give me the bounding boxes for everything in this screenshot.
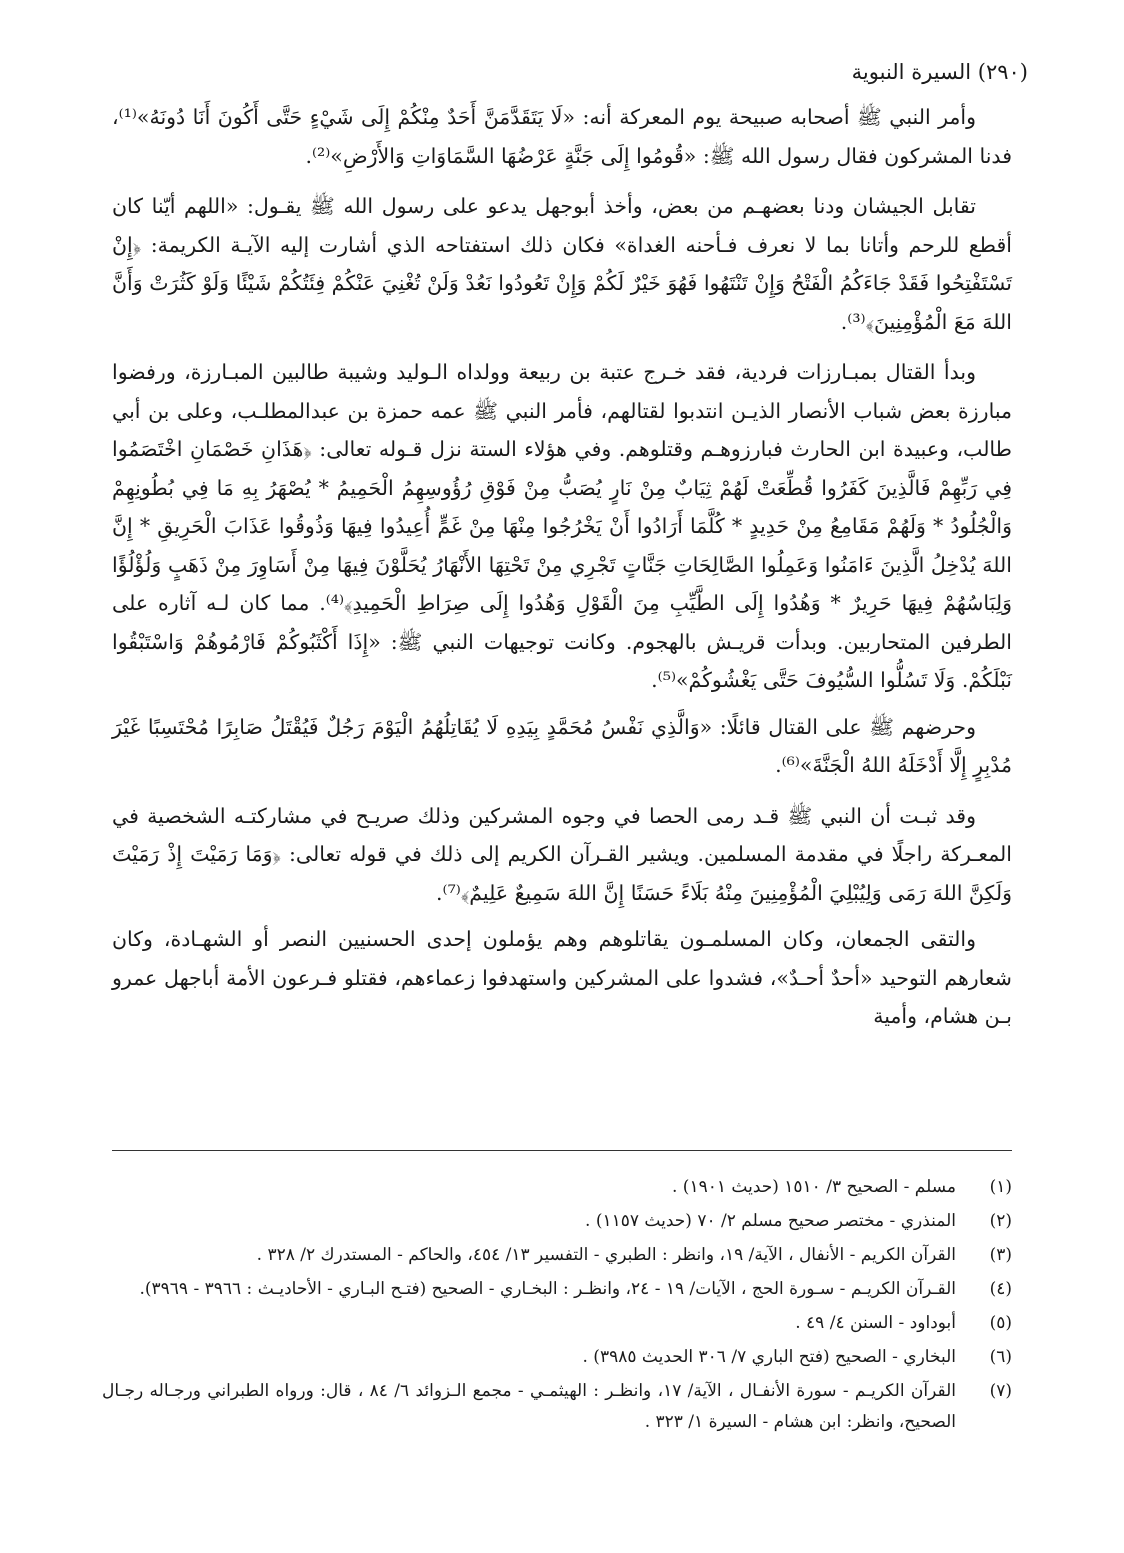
footnote-text: القـرآن الكريـم - سـورة الحج ، الآيات/ ١٩ - ٢٤، وانظـر : البخـاري - الصحيح (فتـح البـاري - الأحاديـث : ٣٩٦٦ - ٣٩٦٩). xyxy=(139,1279,956,1299)
footnote-number: (٦) xyxy=(989,1347,1012,1367)
footnote-number: (٧) xyxy=(989,1381,1012,1401)
footnote-4 xyxy=(102,1274,1012,1305)
footnote-number: (٥) xyxy=(989,1313,1012,1333)
paragraph-6: والتقى الجمعان، وكان المسلمـون يقاتلوهم وهم يؤملون إحدى الحسنيين النصر أو الشهـادة، وكان شعارهم التوحيد «أحدٌ أحـدٌ»، فشدوا على المشركين واستهدفوا زعماءهم، فقتلو فـرعون الأمة أباجهل عمرو بـن هشام، وأمية xyxy=(112,927,1012,1028)
footnote-number: (٢) xyxy=(989,1211,1012,1231)
main-text xyxy=(112,98,1012,1036)
paragraph-4: وحرضهم ﷺ على القتال قائلًا: «وَالَّذِي نَفْسُ مُحَمَّدٍ بِيَدِهِ لَا يُقَاتِلُهُمُ الْيَوْمَ رَجُلٌ فَيُقْتَلُ صَابِرًا مُحْتَسِبًا غَيْرَ مُدْبِرٍ إِلَّا أَدْخَلَهُ اللهُ الْجَنَّةَ»⁽⁶⁾. xyxy=(112,714,1012,777)
footnote-number: (٤) xyxy=(989,1279,1012,1299)
footnote-text: المنذري - مختصر صحيح مسلم ٢/ ٧٠ (حديث ١١٥٧) . xyxy=(585,1211,956,1231)
footnote-text: البخاري - الصحيح (فتح الباري ٧/ ٣٠٦ الحديث ٣٩٨٥) . xyxy=(582,1347,956,1367)
footnote-text: أبوداود - السنن ٤/ ٤٩ . xyxy=(795,1313,956,1333)
paragraph-3: وبدأ القتال بمبـارزات فردية، فقد خـرج عتبة بن ربيعة وولداه الـوليد وشيبة طالبين المبـارزة، ورفضوا مبارزة بعض شباب الأنصار الذيـن انتدبوا لقتالهم، فأمر النبي ﷺ عمه حمزة بن عبدالمطلـب، وعلى بن أبي طالب، وعبيدة ابن الحارث فبارزوهـم وقتلوهم. وفي هؤلاء الستة نزل قـوله تعالى: ﴿هَذَانِ خَصْمَانِ اخْتَصَمُوا فِي رَبِّهِمْ فَالَّذِينَ كَفَرُوا قُطِّعَتْ لَهُمْ ثِيَابٌ مِنْ نَارٍ يُصَبُّ مِنْ فَوْقِ رُؤُوسِهِمُ الْحَمِيمُ * يُصْهَرُ بِهِ مَا فِي بُطُونِهِمْ وَالْجُلُودُ * وَلَهُمْ مَقَامِعُ مِنْ حَدِيدٍ * كُلَّمَا أَرَادُوا أَنْ يَخْرُجُوا مِنْهَا مِنْ غَمٍّ أُعِيدُوا فِيهَا وَذُوقُوا عَذَابَ الْحَرِيقِ * إِنَّ اللهَ يُدْخِلُ الَّذِينَ ءَامَنُوا وَعَمِلُوا الصَّالِحَاتِ جَنَّاتٍ تَجْرِي مِنْ تَحْتِهَا الأَنْهَارُ يُحَلَّوْنَ فِيهَا مِنْ أَسَاوِرَ مِنْ ذَهَبٍ وَلُؤْلُؤًا وَلِبَاسُهُمْ فِيهَا حَرِيرٌ * وَهُدُوا إِلَى الطَّيِّبِ مِنَ الْقَوْلِ وَهُدُوا إِلَى صِرَاطِ الْحَمِيدِ﴾⁽⁴⁾. مما كان لـه آثاره على الطرفين المتحاربين. وبدأت قريـش بالهجوم. وكانت توجيهات النبي ﷺ: «إِذَا أَكْثَبُوكُمْ فَارْمُوهُمْ وَاسْتَبْقُوا نَبْلَكُمْ. وَلَا تَسُلُّوا السُّيُوفَ حَتَّى يَغْشُوكُمْ»⁽⁵⁾. xyxy=(112,360,1012,692)
footnotes-list xyxy=(102,1172,1012,1441)
paragraph-2: تقابل الجيشان ودنا بعضهـم من بعض، وأخذ أبوجهل يدعو على رسول الله ﷺ يقـول: «اللهم أيّنا كان أقطع للرحم وأتانا بما لا نعرف فـأحنه الغداة» فكان ذلك استفتاحه الذي أشارت إليه الآيـة الكريمة: ﴿إِنْ تَسْتَفْتِحُوا فَقَدْ جَاءَكُمُ الْفَتْحُ وَإِنْ تَنْتَهُوا فَهُوَ خَيْرٌ لَكُمْ وَإِنْ تَعُودُوا نَعُدْ وَلَنْ تُغْنِيَ عَنْكُمْ فِئَتُكُمْ شَيْئًا وَلَوْ كَثُرَتْ وَأَنَّ اللهَ مَعَ الْمُؤْمِنِينَ﴾⁽³⁾. xyxy=(112,194,1012,334)
footnote-number: (١) xyxy=(989,1177,1012,1197)
running-header: (٢٩٠) السيرة النبوية xyxy=(851,60,1028,84)
footnote-1 xyxy=(102,1172,1012,1203)
footnote-text: مسلم - الصحيح ٣/ ١٥١٠ (حديث ١٩٠١) . xyxy=(672,1177,956,1197)
footnote-5 xyxy=(102,1308,1012,1339)
footnote-divider xyxy=(112,1150,1012,1151)
footnote-7 xyxy=(102,1376,1012,1438)
footnote-3 xyxy=(102,1240,1012,1271)
paragraph-1: وأمر النبي ﷺ أصحابه صبيحة يوم المعركة أنه: «لَا يَتَقَدَّمَنَّ أَحَدٌ مِنْكُمْ إِلَى شَيْءٍ حَتَّى أَكُونَ أَنَا دُونَهُ»⁽¹⁾، فدنا المشركون فقال رسول الله ﷺ: «قُومُوا إِلَى جَنَّةٍ عَرْضُهَا السَّمَاوَاتِ وَالأَرْضِ»⁽²⁾. xyxy=(112,105,1012,168)
footnote-number: (٣) xyxy=(989,1245,1012,1265)
paragraph-5: وقد ثبـت أن النبي ﷺ قـد رمى الحصا في وجوه المشركين وذلك صريـح في مشاركتـه الشخصية في المعـركة راجلًا في مقدمة المسلمين. ويشير القـرآن الكريم إلى ذلك في قوله تعالى: ﴿وَمَا رَمَيْتَ إِذْ رَمَيْتَ وَلَكِنَّ اللهَ رَمَى وَلِيُبْلِيَ الْمُؤْمِنِينَ مِنْهُ بَلَاءً حَسَنًا إِنَّ اللهَ سَمِيعٌ عَلِيمٌ﴾⁽⁷⁾. xyxy=(112,803,1012,905)
footnote-text: القرآن الكريـم - سورة الأنفـال ، الآية/ ١٧، وانظـر : الهيثمـي - مجمع الـزوائد ٦/ ٨٤ ، قال: ورواه الطبراني ورجـاله رجـال الصحيح، وانظر: ابن هشام - السيرة ١/ ٣٢٣ . xyxy=(102,1381,956,1432)
footnote-text: القرآن الكريم - الأنفال ، الآية/ ١٩، وانظر : الطبري - التفسير ١٣/ ٤٥٤، والحاكم - المستدرك ٢/ ٣٢٨ . xyxy=(256,1245,956,1265)
footnote-6 xyxy=(102,1342,1012,1373)
footnote-2 xyxy=(102,1206,1012,1237)
